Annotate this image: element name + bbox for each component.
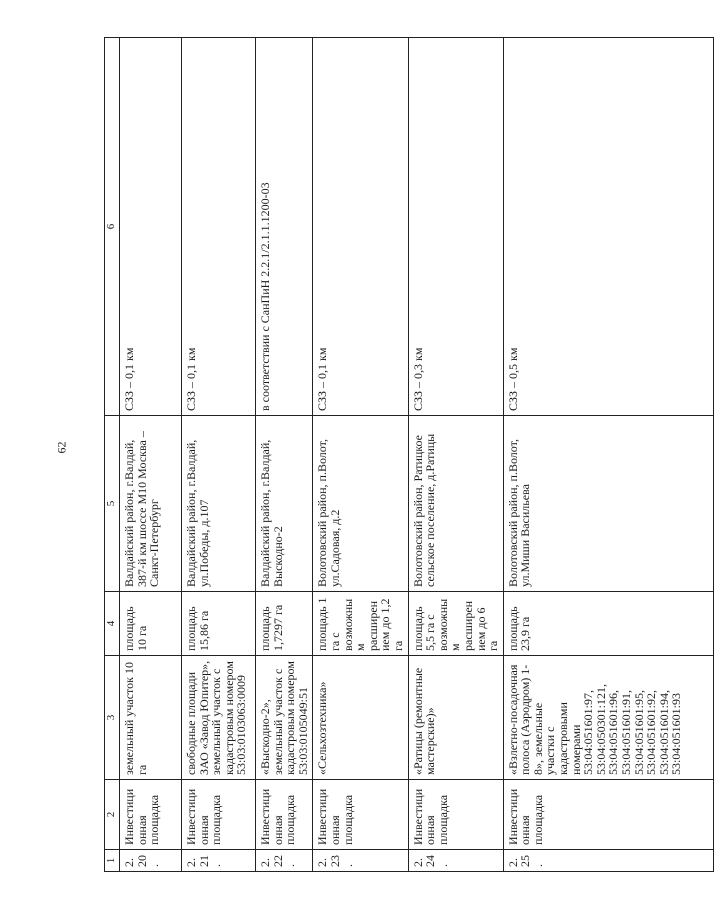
site-type: Инвестиционная площадка — [256, 780, 313, 850]
site-area: площадь 23,9 га — [503, 592, 713, 656]
site-area: площадь 1,7297 га — [256, 592, 313, 656]
row-number: 2.20. — [120, 850, 182, 872]
site-area: площадь 5,5 га с возможным расширением до 6 га — [408, 592, 503, 656]
sanitary-zone: СЗЗ – 0,1 км — [120, 38, 182, 416]
sanitary-zone: СЗЗ – 0,1 км — [313, 38, 408, 416]
row-number: 2.25. — [503, 850, 713, 872]
investment-sites-table — [104, 37, 714, 872]
column-header: 4 — [105, 592, 120, 656]
site-description: свободные площади ЗАО «Завод Юпитер», земельный участок с кадастровым номером 53:03:0103063:0009 — [182, 656, 256, 780]
table-row — [408, 38, 503, 872]
table-wrapper — [104, 38, 684, 872]
column-header: 2 — [105, 780, 120, 850]
row-number: 2.24. — [408, 850, 503, 872]
site-type: Инвестиционная площадка — [313, 780, 408, 850]
site-address: Валдайский район, г.Валдай, Выскодно-2 — [256, 416, 313, 592]
site-type: Инвестиционная площадка — [120, 780, 182, 850]
site-description: «Сельхозтехника» — [313, 656, 408, 780]
table-row — [503, 38, 713, 872]
sanitary-zone: СЗЗ – 0,5 км — [503, 38, 713, 416]
page-number: 62 — [54, 441, 69, 454]
site-address: Волотовский район, п.Волот, ул.Садовая, д.2 — [313, 416, 408, 592]
sanitary-zone: СЗЗ – 0,3 км — [408, 38, 503, 416]
row-number: 2.23. — [313, 850, 408, 872]
column-header: 6 — [105, 38, 120, 416]
site-address: Волотовский район, Ратицкое сельское поселение, д.Ратицы — [408, 416, 503, 592]
site-description: «Ратицы (ремонтные мастерские)» — [408, 656, 503, 780]
site-type: Инвестиционная площадка — [503, 780, 713, 850]
site-area: площадь 10 га — [120, 592, 182, 656]
site-description: «Взлетно-посадочная полоса (Аэродром) 1-8», земельные участки с кадастровыми номерами 53:04:051601:97, 53:04:050301:121, 53:04:051601:96, 53:04:051601:91, 53:04:051601:95, 53:04:051601:92, 53:04:051601:94, 53:04:051601:93 — [503, 656, 713, 780]
sanitary-zone: СЗЗ – 0,1 км — [182, 38, 256, 416]
table-row — [182, 38, 256, 872]
row-number: 2.22. — [256, 850, 313, 872]
site-type: Инвестиционная площадка — [182, 780, 256, 850]
table-row — [313, 38, 408, 872]
site-address: Валдайский район, г.Валдай, ул.Победы, д.107 — [182, 416, 256, 592]
column-header: 1 — [105, 850, 120, 872]
column-header: 5 — [105, 416, 120, 592]
column-header: 3 — [105, 656, 120, 780]
row-number: 2.21. — [182, 850, 256, 872]
site-address: Волотовский район, п.Волот, ул.Миши Васильева — [503, 416, 713, 592]
site-area: площадь 1 га с возможным расширением до 1,2 га — [313, 592, 408, 656]
site-description: «Выскодно-2», земельный участок с кадастровым номером 53:03:0105049:51 — [256, 656, 313, 780]
sanitary-zone: в соответствии с СанПиН 2.2.1/2.1.1.1200-03 — [256, 38, 313, 416]
table-row — [120, 38, 182, 872]
site-address: Валдайский район, г.Валдай, 387-й км шоссе М10 Москва – Санкт-Петербург — [120, 416, 182, 592]
site-type: Инвестиционная площадка — [408, 780, 503, 850]
table-row — [256, 38, 313, 872]
site-area: площадь 15,86 га — [182, 592, 256, 656]
table-header-row — [105, 38, 120, 872]
site-description: земельный участок 10 га — [120, 656, 182, 780]
